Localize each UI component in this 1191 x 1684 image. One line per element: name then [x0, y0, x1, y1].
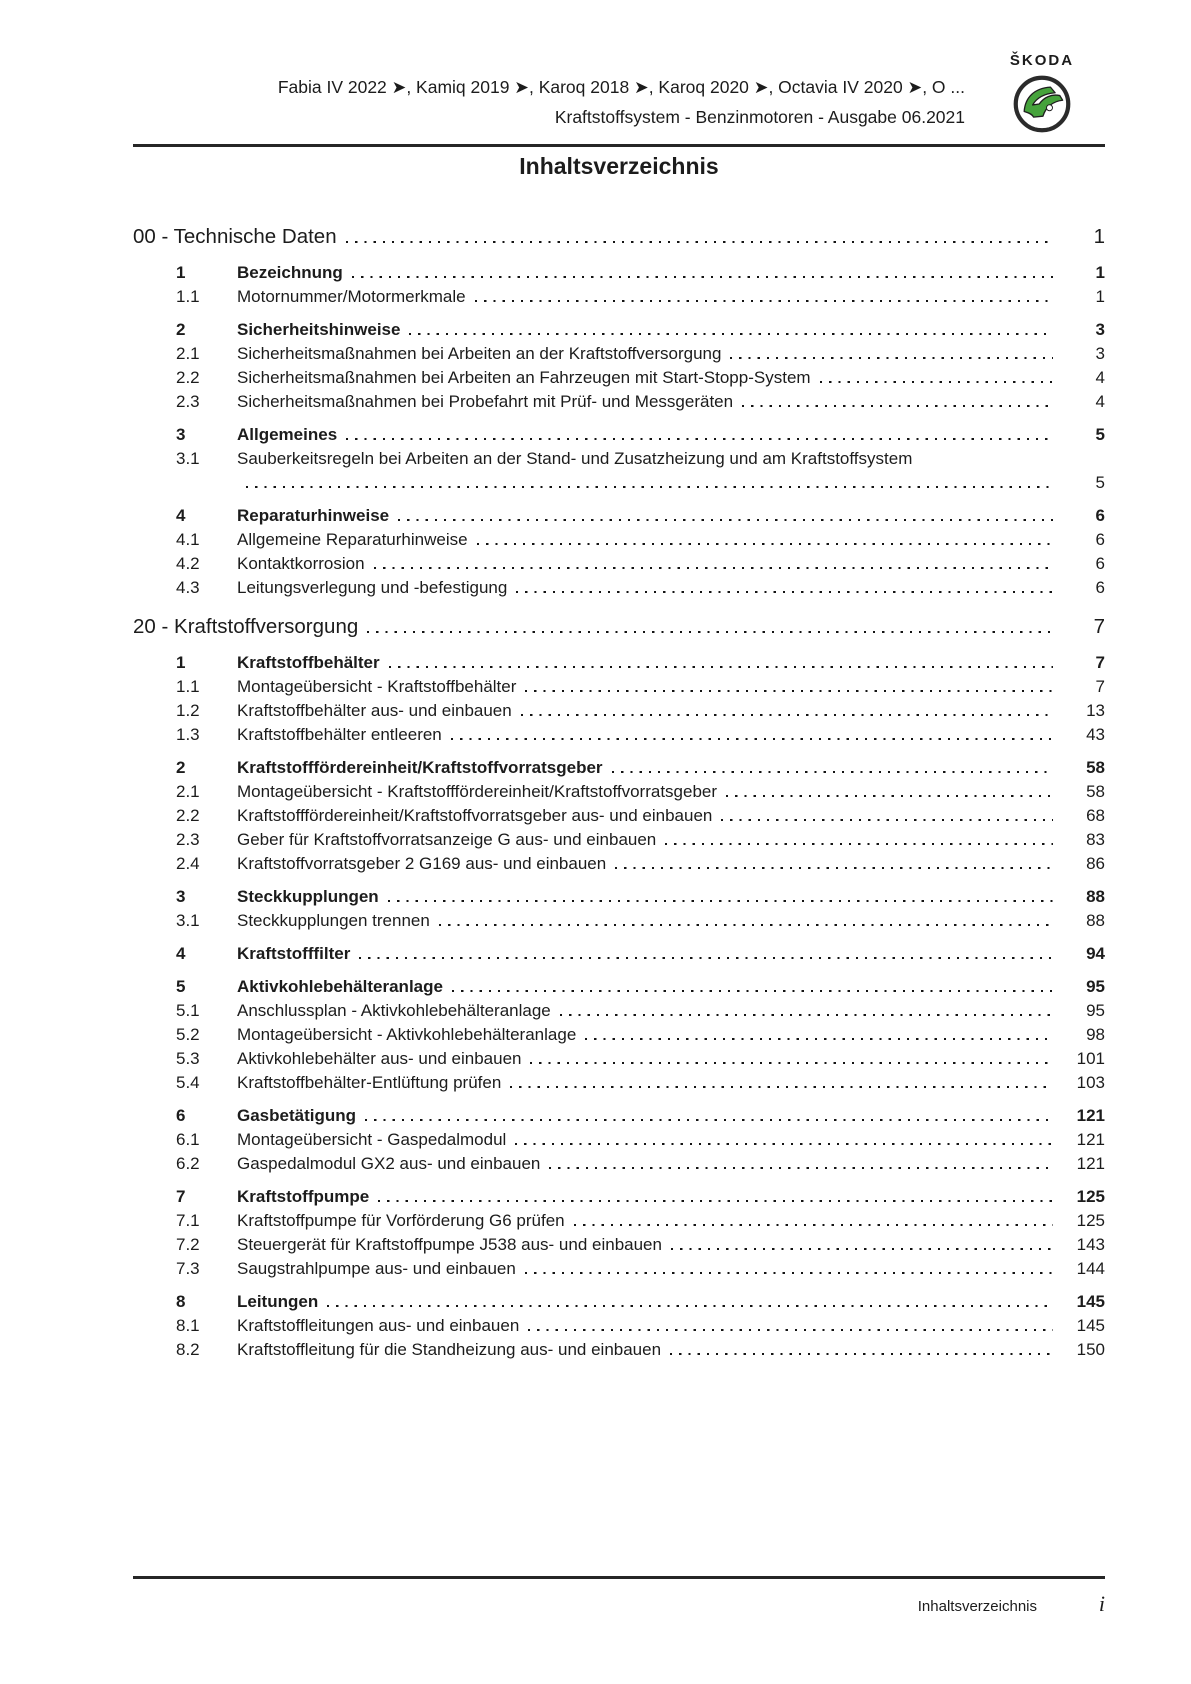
- toc-entry: [176, 699, 1105, 723]
- entry-title: Kraftstofffördereinheit/Kraftstoffvorratsgeber: [237, 758, 603, 777]
- entry-page-number: 7: [1095, 677, 1105, 696]
- entry-number: 6.2: [176, 1154, 200, 1173]
- entry-page-number: 4: [1095, 392, 1105, 411]
- entry-page-number: 98: [1086, 1025, 1105, 1044]
- entry-title: Anschlussplan - Aktivkohlebehälteranlage: [237, 1001, 551, 1020]
- entry-body: [237, 909, 1105, 933]
- chapter-page-number: 7: [1093, 615, 1105, 638]
- entry-title: Sicherheitshinweise: [237, 320, 401, 339]
- dot-leader: [820, 381, 1053, 383]
- entry-page-number: 121: [1076, 1130, 1105, 1149]
- dot-leader: [346, 438, 1053, 440]
- dot-leader: [525, 1272, 1053, 1274]
- entry-page-number: 88: [1086, 887, 1105, 906]
- dot-leader: [439, 924, 1053, 926]
- dot-leader: [612, 771, 1053, 773]
- entry-title: Kraftstoffvorratsgeber 2 G169 aus- und einbauen: [237, 854, 607, 873]
- entry-page-number: 103: [1076, 1073, 1105, 1092]
- entry-body: [237, 1209, 1105, 1233]
- entry-number: 3: [176, 887, 186, 906]
- chapter-entries: [133, 261, 1105, 600]
- toc-chapter-row: [133, 612, 1105, 642]
- entry-number: 1: [176, 653, 186, 672]
- entry-body: [237, 942, 1105, 966]
- entry-number: 2.2: [176, 368, 200, 387]
- dot-leader: [359, 957, 1053, 959]
- entry-number: 1: [176, 263, 186, 282]
- entry-number: 8.1: [176, 1316, 200, 1335]
- entry-body: [237, 504, 1105, 528]
- toc-entry: [176, 852, 1105, 876]
- entry-number: 6.1: [176, 1130, 200, 1149]
- entry-body: [237, 552, 1105, 576]
- toc-entry: [176, 390, 1105, 414]
- toc-entry: [176, 975, 1105, 999]
- entry-page-number: 68: [1086, 806, 1105, 825]
- entry-page-number: 95: [1086, 1001, 1105, 1020]
- entry-title: Geber für Kraftstoffvorratsanzeige G aus- und einbauen: [237, 830, 657, 849]
- entry-number: 2.4: [176, 854, 200, 873]
- toc-entry: [176, 1257, 1105, 1281]
- entry-body: [237, 1047, 1105, 1071]
- entry-number: 2.1: [176, 782, 200, 801]
- entry-number: 4: [176, 506, 186, 525]
- footer-page-number: i: [1098, 1591, 1105, 1616]
- entry-page-number: 5: [1095, 473, 1105, 492]
- entry-body: [237, 285, 1105, 309]
- entry-number: 4: [176, 944, 186, 963]
- footer-divider: [133, 1576, 1105, 1579]
- entry-title: Aktivkohlebehälter aus- und einbauen: [237, 1049, 522, 1068]
- entry-number: 4.2: [176, 554, 200, 573]
- entry-body: [237, 1185, 1105, 1209]
- dot-leader: [525, 690, 1053, 692]
- entry-number: 1.1: [176, 677, 200, 696]
- entry-title: Sicherheitsmaßnahmen bei Arbeiten an der Kraftstoffversorgung: [237, 344, 722, 363]
- dot-leader: [374, 567, 1053, 569]
- entry-page-number: 7: [1095, 653, 1105, 672]
- entry-title: Allgemeine Reparaturhinweise: [237, 530, 468, 549]
- entry-title: Aktivkohlebehälteranlage: [237, 977, 443, 996]
- dot-leader: [477, 543, 1053, 545]
- entry-page-number: 125: [1076, 1187, 1105, 1206]
- toc: [133, 222, 1105, 1362]
- entry-title: Montageübersicht - Kraftstofffördereinheit/Kraftstoffvorratsgeber: [237, 782, 718, 801]
- chapter-page-number: 1: [1093, 225, 1105, 248]
- toc-entry: [176, 447, 1105, 495]
- toc-entry: [176, 828, 1105, 852]
- toc-entry: [176, 261, 1105, 285]
- entry-body: [237, 1338, 1105, 1362]
- dot-leader: [530, 1062, 1053, 1064]
- entry-title: Kraftstoffpumpe für Vorförderung G6 prüfen: [237, 1211, 565, 1230]
- header-subtitle-line: Kraftstoffsystem - Benzinmotoren - Ausgabe 06.2021: [554, 107, 965, 127]
- dot-leader: [560, 1014, 1053, 1016]
- entry-number: 7.1: [176, 1211, 200, 1230]
- entry-number: 4.1: [176, 530, 200, 549]
- entry-title: Gaspedalmodul GX2 aus- und einbauen: [237, 1154, 541, 1173]
- entry-page-number: 125: [1076, 1211, 1105, 1230]
- toc-entry: [176, 285, 1105, 309]
- toc-entry: [176, 318, 1105, 342]
- entry-number: 1.1: [176, 287, 200, 306]
- entry-body: [237, 1290, 1105, 1314]
- entry-body: [237, 852, 1105, 876]
- entry-number: 6: [176, 1106, 186, 1125]
- entry-body: [237, 423, 1105, 447]
- entry-title: Kraftstofffilter: [237, 944, 351, 963]
- dot-leader: [670, 1353, 1053, 1355]
- toc-entry: [176, 1233, 1105, 1257]
- dot-leader: [742, 405, 1053, 407]
- entry-number: 8: [176, 1292, 186, 1311]
- entry-page-number: 88: [1086, 911, 1105, 930]
- entry-title: Steckkupplungen: [237, 887, 379, 906]
- entry-title: Steckkupplungen trennen: [237, 911, 430, 930]
- entry-page-number: 121: [1076, 1106, 1105, 1125]
- entry-page-number: 145: [1076, 1316, 1105, 1335]
- dot-leader: [516, 591, 1053, 593]
- dot-leader: [549, 1167, 1053, 1169]
- toc-entry: [176, 1290, 1105, 1314]
- entry-body: [237, 528, 1105, 552]
- entry-body: [237, 999, 1105, 1023]
- dot-leader: [346, 241, 1053, 244]
- dot-leader: [721, 819, 1053, 821]
- entry-page-number: 6: [1095, 554, 1105, 573]
- dot-leader: [574, 1224, 1053, 1226]
- entry-number: 7.3: [176, 1259, 200, 1278]
- dot-leader: [515, 1143, 1053, 1145]
- dot-leader: [352, 276, 1053, 278]
- entry-title: Sicherheitsmaßnahmen bei Arbeiten an Fahrzeugen mit Start-Stopp-System: [237, 368, 811, 387]
- toc-chapter-row: [133, 222, 1105, 252]
- dot-leader: [475, 300, 1053, 302]
- dot-leader: [365, 1119, 1053, 1121]
- dot-leader: [398, 519, 1053, 521]
- entry-page-number: 95: [1086, 977, 1105, 996]
- entry-page-number: 143: [1076, 1235, 1105, 1254]
- dot-leader: [409, 333, 1053, 335]
- entry-number: 1.3: [176, 725, 200, 744]
- entry-title: Allgemeines: [237, 425, 338, 444]
- chapter-entries: [133, 651, 1105, 1362]
- entry-number: 2: [176, 320, 186, 339]
- dot-leader: [388, 900, 1053, 902]
- entry-page-number: 3: [1095, 320, 1105, 339]
- entry-number: 8.2: [176, 1340, 200, 1359]
- entry-body: [237, 975, 1105, 999]
- entry-body: [237, 1071, 1105, 1095]
- entry-title: Steuergerät für Kraftstoffpumpe J538 aus- und einbauen: [237, 1235, 662, 1254]
- entry-page-number: 43: [1086, 725, 1105, 744]
- entry-title: Sicherheitsmaßnahmen bei Probefahrt mit Prüf- und Messgeräten: [237, 392, 734, 411]
- entry-title: Kraftstoffbehälter-Entlüftung prüfen: [237, 1073, 502, 1092]
- entry-number: 5.2: [176, 1025, 200, 1044]
- entry-title: Kraftstoffbehälter: [237, 653, 380, 672]
- entry-number: 3.1: [176, 449, 200, 468]
- entry-body: [237, 723, 1105, 747]
- page-footer: [133, 1591, 1105, 1617]
- entry-number: 3: [176, 425, 186, 444]
- dot-leader: [246, 486, 1053, 488]
- entry-body: [237, 1104, 1105, 1128]
- dot-leader: [327, 1305, 1053, 1307]
- entry-number: 3.1: [176, 911, 200, 930]
- toc-entry: [176, 1023, 1105, 1047]
- entry-title: Bezeichnung: [237, 263, 343, 282]
- entry-number: 2: [176, 758, 186, 777]
- toc-entry: [176, 423, 1105, 447]
- toc-entry: [176, 1104, 1105, 1128]
- entry-body: [237, 576, 1105, 600]
- toc-entry: [176, 1128, 1105, 1152]
- skoda-winged-arrow-icon: [1012, 74, 1072, 134]
- entry-page-number: 101: [1076, 1049, 1105, 1068]
- entry-body: [237, 390, 1105, 414]
- toc-entry: [176, 1047, 1105, 1071]
- toc-entry: [176, 366, 1105, 390]
- toc-entry: [176, 576, 1105, 600]
- entry-page-number: 5: [1095, 425, 1105, 444]
- footer-section-label: Inhaltsverzeichnis: [917, 1598, 1037, 1615]
- entry-page-number: 13: [1086, 701, 1105, 720]
- entry-page-number: 6: [1095, 506, 1105, 525]
- dot-leader: [510, 1086, 1053, 1088]
- toc-entry: [176, 999, 1105, 1023]
- entry-title: Montageübersicht - Aktivkohlebehälteranlage: [237, 1025, 577, 1044]
- dot-leader: [726, 795, 1053, 797]
- entry-number: 1.2: [176, 701, 200, 720]
- page-title: Inhaltsverzeichnis: [519, 153, 719, 179]
- skoda-logo: [979, 52, 1105, 134]
- entry-number: 5.4: [176, 1073, 200, 1092]
- entry-body: [237, 651, 1105, 675]
- entry-body: [237, 1152, 1105, 1176]
- dot-leader: [378, 1200, 1053, 1202]
- toc-entry: [176, 1071, 1105, 1095]
- entry-title: Motornummer/Motormerkmale: [237, 287, 466, 306]
- entry-number: 2.3: [176, 830, 200, 849]
- entry-body: [237, 366, 1105, 390]
- page-header: [133, 52, 1105, 134]
- entry-title: Kraftstoffbehälter entleeren: [237, 725, 442, 744]
- toc-entry: [176, 1152, 1105, 1176]
- toc-entry: [176, 1209, 1105, 1233]
- entry-body: [237, 675, 1105, 699]
- entry-page-number: 3: [1095, 344, 1105, 363]
- toc-entry: [176, 675, 1105, 699]
- entry-body: [237, 342, 1105, 366]
- entry-body: [237, 447, 1105, 495]
- entry-number: 7.2: [176, 1235, 200, 1254]
- entry-title: Kraftstofffördereinheit/Kraftstoffvorratsgeber aus- und einbauen: [237, 806, 713, 825]
- entry-title: Kraftstoffbehälter aus- und einbauen: [237, 701, 512, 720]
- entry-title: Leitungen: [237, 1292, 319, 1311]
- entry-page-number: 1: [1095, 263, 1105, 282]
- dot-leader: [665, 843, 1053, 845]
- toc-entry: [176, 909, 1105, 933]
- entry-page-number: 4: [1095, 368, 1105, 387]
- toc-entry: [176, 723, 1105, 747]
- entry-title: Gasbetätigung: [237, 1106, 357, 1125]
- entry-body: [237, 261, 1105, 285]
- entry-body: [237, 1257, 1105, 1281]
- entry-number: 5.1: [176, 1001, 200, 1020]
- entry-body: [237, 1128, 1105, 1152]
- entry-title: Saugstrahlpumpe aus- und einbauen: [237, 1259, 516, 1278]
- entry-page-number: 6: [1095, 530, 1105, 549]
- chapter-title: 20 - Kraftstoffversorgung: [133, 615, 359, 638]
- entry-number: 7: [176, 1187, 186, 1206]
- entry-page-number: 6: [1095, 578, 1105, 597]
- entry-body: [237, 780, 1105, 804]
- entry-body: [237, 1233, 1105, 1257]
- entry-body: [237, 1314, 1105, 1338]
- dot-leader: [671, 1248, 1053, 1250]
- entry-title: Kraftstoffleitung für die Standheizung aus- und einbauen: [237, 1340, 662, 1359]
- dot-leader: [615, 867, 1053, 869]
- entry-number: 5: [176, 977, 186, 996]
- dot-leader: [367, 631, 1053, 634]
- toc-entry: [176, 342, 1105, 366]
- entry-title: Montageübersicht - Gaspedalmodul: [237, 1130, 507, 1149]
- toc-entry: [176, 756, 1105, 780]
- entry-page-number: 58: [1086, 758, 1105, 777]
- entry-page-number: 121: [1076, 1154, 1105, 1173]
- entry-page-number: 86: [1086, 854, 1105, 873]
- entry-body: [237, 885, 1105, 909]
- dot-leader: [451, 738, 1053, 740]
- dot-leader: [730, 357, 1053, 359]
- dot-leader: [521, 714, 1053, 716]
- entry-number: 4.3: [176, 578, 200, 597]
- entry-title: Reparaturhinweise: [237, 506, 390, 525]
- skoda-wordmark: ŠKODA: [1009, 52, 1075, 69]
- header-text-block: [278, 72, 965, 132]
- toc-entry: [176, 528, 1105, 552]
- toc-entry: [176, 780, 1105, 804]
- toc-chapter: [133, 612, 1105, 1362]
- dot-leader: [389, 666, 1053, 668]
- entry-title: Kontaktkorrosion: [237, 554, 365, 573]
- entry-body: [237, 318, 1105, 342]
- toc-entry: [176, 942, 1105, 966]
- entry-body: [237, 756, 1105, 780]
- toc-entry: [176, 1314, 1105, 1338]
- dot-leader: [585, 1038, 1053, 1040]
- entry-title: Kraftstoffleitungen aus- und einbauen: [237, 1316, 520, 1335]
- entry-body: [237, 1023, 1105, 1047]
- entry-number: 5.3: [176, 1049, 200, 1068]
- entry-page-number: 145: [1076, 1292, 1105, 1311]
- toc-entry: [176, 885, 1105, 909]
- entry-title: Sauberkeitsregeln bei Arbeiten an der Stand- und Zusatzheizung und am Kraftstoffsystem: [237, 449, 913, 468]
- chapter-title: 00 - Technische Daten: [133, 225, 337, 248]
- toc-entry: [176, 1338, 1105, 1362]
- toc-chapter: [133, 222, 1105, 600]
- entry-page-number: 94: [1086, 944, 1105, 963]
- toc-entry: [176, 552, 1105, 576]
- entry-page-number: 58: [1086, 782, 1105, 801]
- entry-number: 2.3: [176, 392, 200, 411]
- entry-page-number: 144: [1076, 1259, 1105, 1278]
- entry-body: [237, 804, 1105, 828]
- entry-body: [237, 828, 1105, 852]
- toc-entry: [176, 504, 1105, 528]
- entry-page-number: 150: [1076, 1340, 1105, 1359]
- header-divider: [133, 144, 1105, 147]
- toc-entry: [176, 651, 1105, 675]
- entry-number: 2.1: [176, 344, 200, 363]
- toc-entry: [176, 804, 1105, 828]
- dot-leader: [528, 1329, 1053, 1331]
- entry-page-number: 1: [1095, 287, 1105, 306]
- entry-body: [237, 699, 1105, 723]
- entry-title: Kraftstoffpumpe: [237, 1187, 370, 1206]
- entry-page-number: 83: [1086, 830, 1105, 849]
- entry-number: 2.2: [176, 806, 200, 825]
- entry-title: Montageübersicht - Kraftstoffbehälter: [237, 677, 517, 696]
- entry-title: Leitungsverlegung und -befestigung: [237, 578, 508, 597]
- dot-leader: [452, 990, 1053, 992]
- toc-entry: [176, 1185, 1105, 1209]
- header-models-line: Fabia IV 2022 ➤, Kamiq 2019 ➤, Karoq 2018 ➤, Karoq 2020 ➤, Octavia IV 2020 ➤, O ...: [277, 77, 965, 97]
